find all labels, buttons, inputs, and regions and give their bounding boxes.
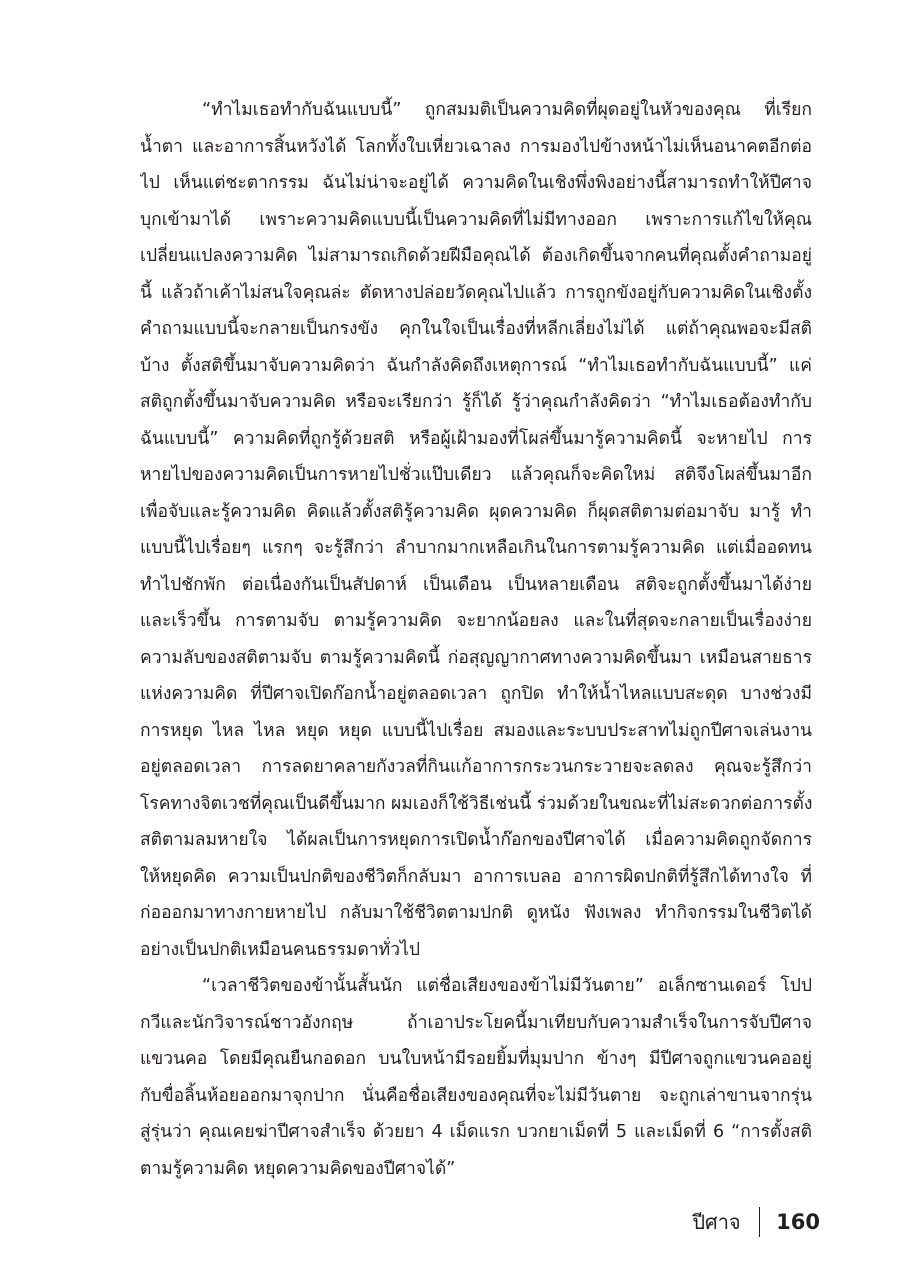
- text-line: การหยุด ไหล ไหล หยุด หยุด แบบนี้ไปเรื่อย สมองและระบบประสาทไม่ถูกปีศาจเล่นงาน: [140, 720, 812, 741]
- text-line: หายไปของความคิดเป็นการหายไปชั่วแป๊บเดียว แล้วคุณก็จะคิดใหม่ สติจึงโผล่ขึ้นมาอีก: [140, 465, 812, 485]
- text-line: ก่อออกมาทางกายหายไป กลับมาใช้ชีวิตตามปกติ ดูหนัง ฟังเพลง ทำกิจกรรมในชีวิตได้: [140, 903, 812, 923]
- text-line: ตามรู้ความคิด หยุดความคิดของปีศาจได้”: [140, 1158, 456, 1179]
- text-line: อยู่ตลอดเวลา การลดยาคลายกังวลที่กินแก้อาการกระวนกระวายจะลดลง คุณจะรู้สึกว่า: [140, 757, 812, 777]
- text-line: “ทำไมเธอทำกับฉันแบบนี้” ถูกสมมติเป็นความคิดที่ผุดอยู่ในหัวของคุณ ที่เรียก: [202, 100, 812, 120]
- text-line: อย่างเป็นปกติเหมือนคนธรรมดาทั่วไป: [140, 939, 420, 960]
- paragraph-2: [140, 968, 812, 1187]
- text-line: กับขื่อลิ้นห้อยออกมาจุกปาก นั่นคือชื่อเสียงของคุณที่จะไม่มีวันตาย จะถูกเล่าขานจากรุ่น: [140, 1085, 812, 1106]
- text-line: น้ำตา และอาการสิ้นหวังได้ โลกทั้งใบเหี่ยวเฉาลง การมองไปข้างหน้าไม่เห็นอนาคตอีกต่อ: [140, 136, 812, 157]
- text-line: เปลี่ยนแปลงความคิด ไม่สามารถเกิดด้วยฝีมือคุณได้ ต้องเกิดขึ้นจากคนที่คุณตั้งคำถามอยู่: [140, 246, 812, 266]
- text-line: ฉันแบบนี้” ความคิดที่ถูกรู้ด้วยสติ หรือผู้เฝ้ามองที่โผล่ขึ้นมารู้ความคิดนี้ จะหายไป การ: [140, 428, 812, 449]
- text-line: นี้ แล้วถ้าเค้าไม่สนใจคุณล่ะ ตัดหางปล่อยวัดคุณไปแล้ว การถูกขังอยู่กับความคิดในเชิงตั้ง: [140, 282, 812, 303]
- text-line: แบบนี้ไปเรื่อยๆ แรกๆ จะรู้สึกว่า ลำบากมากเหลือเกินในการตามรู้ความคิด แต่เมื่ออดทน: [140, 538, 812, 558]
- text-line: ไป เห็นแต่ชะตากรรม ฉันไม่น่าจะอยู่ได้ ความคิดในเชิงพึ่งพิงอย่างนี้สามารถทำให้ปีศาจ: [140, 173, 812, 193]
- text-line: คำถามแบบนี้จะกลายเป็นกรงขัง คุกในใจเป็นเรื่องที่หลีกเลี่ยงไม่ได้ แต่ถ้าคุณพอจะมีสติ: [140, 319, 812, 339]
- text-line: และเร็วขึ้น การตามจับ ตามรู้ความคิด จะยากน้อยลง และในที่สุดจะกลายเป็นเรื่องง่าย: [140, 611, 812, 631]
- footer-divider: [759, 1207, 761, 1237]
- text-line: สติถูกตั้งขึ้นมาจับความคิด หรือจะเรียกว่า รู้ก็ได้ รู้ว่าคุณกำลังคิดว่า “ทำไมเธอต้องทำกับ: [140, 392, 812, 412]
- page-footer: [692, 1202, 820, 1242]
- text-line: แห่งความคิด ที่ปีศาจเปิดก๊อกน้ำอยู่ตลอดเวลา ถูกปิด ทำให้น้ำไหลแบบสะดุด บางช่วงมี: [140, 684, 812, 704]
- text-line: ให้หยุดคิด ความเป็นปกติของชีวิตก็กลับมา อาการเบลอ อาการผิดปกติที่รู้สึกได้ทางใจ ที่: [140, 866, 812, 887]
- text-line: แขวนคอ โดยมีคุณยืนกอดอก บนใบหน้ามีรอยยิ้มที่มุมปาก ข้างๆ มีปีศาจถูกแขวนคออยู่: [140, 1049, 812, 1069]
- text-line: โรคทางจิตเวชที่คุณเป็นดีขึ้นมาก ผมเองก็ใช้วิธีเช่นนี้ ร่วมด้วยในขณะที่ไม่สะดวกต่อการตั้ง: [140, 793, 812, 814]
- text-line: บ้าง ตั้งสติขึ้นมาจับความคิดว่า ฉันกำลังคิดถึงเหตุการณ์ “ทำไมเธอทำกับฉันแบบนี้” แค่: [140, 355, 812, 376]
- running-title: ปีศาจ: [692, 1210, 741, 1234]
- text-line: “เวลาชีวิตของข้านั้นสั้นนัก แต่ชื่อเสียงของข้าไม่มีวันตาย” อเล็กซานเดอร์ โปป: [202, 976, 812, 996]
- text-line: สู่รุ่นว่า คุณเคยฆ่าปีศาจสำเร็จ ด้วยยา 4 เม็ดแรก บวกยาเม็ดที่ 5 และเม็ดที่ 6 “การตั้งสติ: [140, 1122, 812, 1142]
- body-text: [140, 92, 812, 1187]
- text-line: เพื่อจับและรู้ความคิด คิดแล้วตั้งสติรู้ความคิด ผุดความคิด ก็ผุดสติตามต่อมาจับ มารู้ ทำ: [140, 501, 812, 522]
- text-line: กวีและนักวิจารณ์ชาวอังกฤษ ถ้าเอาประโยคนี้มาเทียบกับความสำเร็จในการจับปีศาจ: [140, 1012, 812, 1033]
- text-line: บุกเข้ามาได้ เพราะความคิดแบบนี้เป็นความคิดที่ไม่มีทางออก เพราะการแก้ไขให้คุณ: [140, 209, 812, 230]
- text-line: ความลับของสติตามจับ ตามรู้ความคิดนี้ ก่อสุญญากาศทางความคิดขึ้นมา เหมือนสายธาร: [140, 647, 812, 668]
- paragraph-1: [140, 92, 812, 968]
- page-number: 160: [776, 1210, 820, 1234]
- text-line: ทำไปชักพัก ต่อเนื่องกันเป็นสัปดาห์ เป็นเดือน เป็นหลายเดือน สติจะถูกตั้งขึ้นมาได้ง่าย: [140, 574, 812, 595]
- text-line: สติตามลมหายใจ ได้ผลเป็นการหยุดการเปิดน้ำก๊อกของปีศาจได้ เมื่อความคิดถูกจัดการ: [140, 830, 812, 850]
